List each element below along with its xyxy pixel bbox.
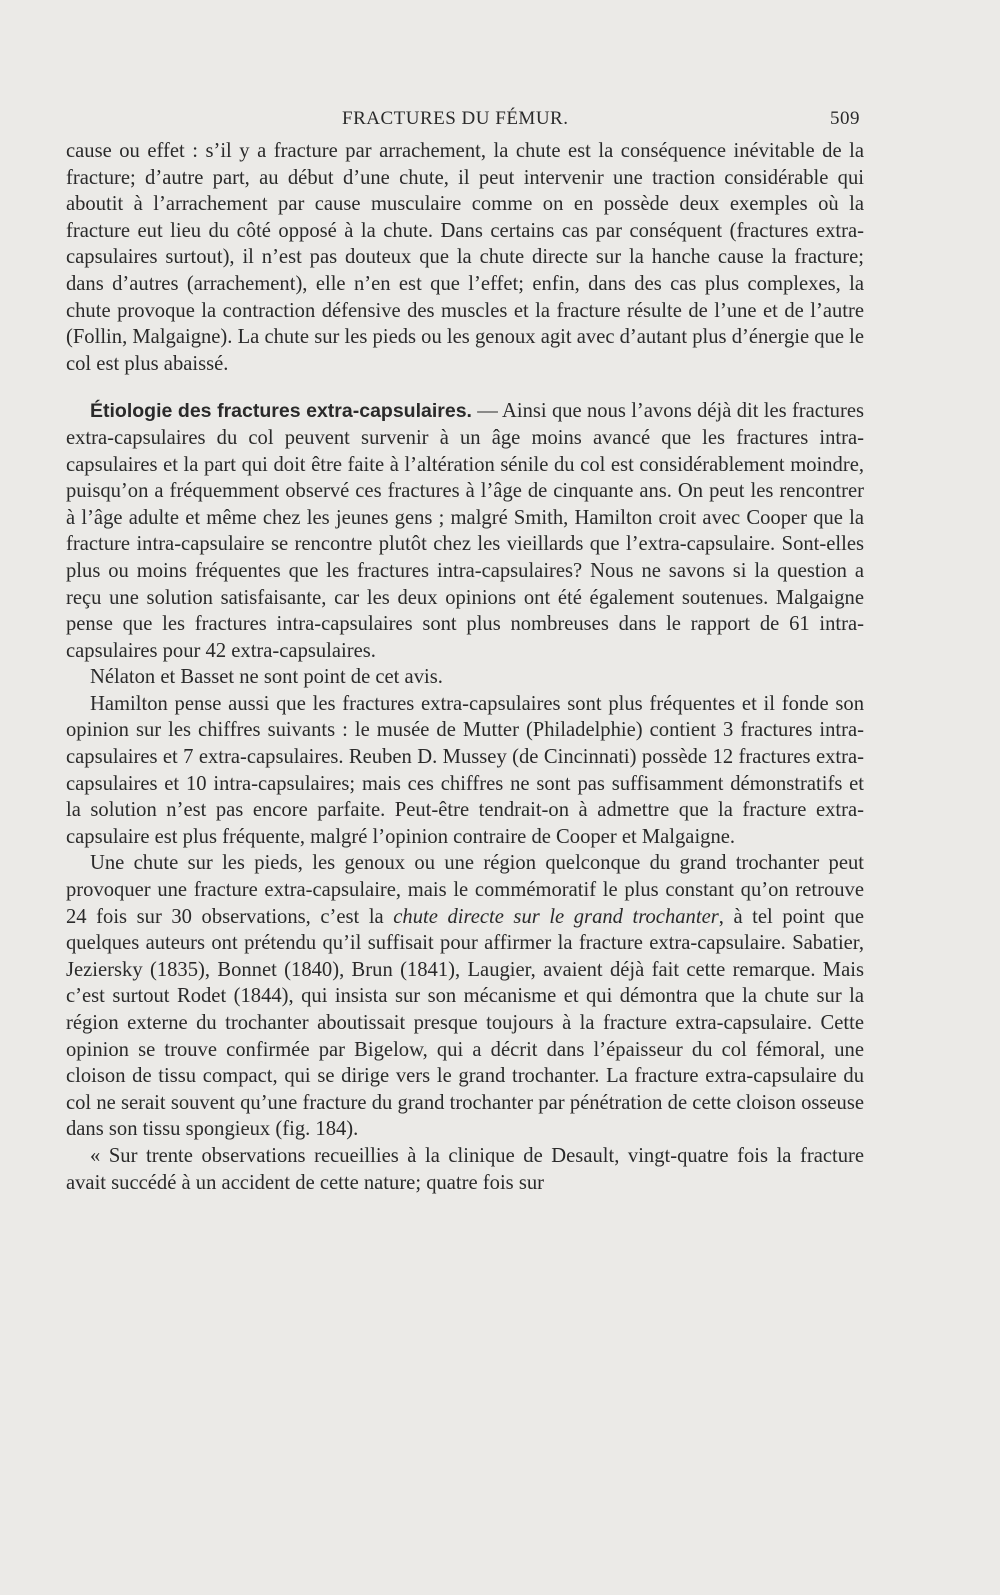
running-title: FRACTURES DU FÉMUR. [342, 108, 569, 129]
paragraph-1: cause ou effet : s’il y a fracture par arrachement, la chute est la conséquence inévitable de la fracture; d’autre part, au début d’une chute, il peut intervenir une traction considérable qui aboutit à l’arrachement par cause musculaire comme on en possède deux exemples où la fracture eut lieu du côté opposé à la chute. Dans certains cas par conséquent (fractures extra-capsulaires surtout), il n’est pas douteux que la chute directe sur la hanche cause la fracture; dans d’autres (arrachement), elle n’en est que l’effet; enfin, dans des cas plus complexes, la chute provoque la contraction défensive des muscles et la fracture résulte de l’une et de l’autre (Follin, Malgaigne). La chute sur les pieds ou les genoux agit avec d’autant plus d’énergie que le col est plus abaissé. [66, 140, 864, 375]
paragraph-5-part-b: , à tel point que quelques auteurs ont prétendu qu’il suffisait pour affirmer la fracture extra-capsulaire. Sabatier, Jeziersky (1835), Bonnet (1840), Brun (1841), Laugier, avaient déjà fait cette remarque. Mais c’est surtout Rodet (1844), qui insista sur son mécanisme et qui démontra que la chute sur la région externe du trochanter aboutissait presque toujours à la fracture extra-capsulaire. Cette opinion se trouve confirmée par Bigelow, qui a décrit dans l’épaisseur du col fémoral, une cloison de tissu compact, qui se dirige vers le grand trochanter. La fracture extra-capsulaire du col ne serait souvent qu’une fracture du grand trochanter par pénétration de cette cloison osseuse dans son tissu spongieux (fig. 184). [66, 905, 864, 1141]
paragraph-2-text: — Ainsi que nous l’avons déjà dit les fractures extra-capsulaires du col peuvent survenir à un âge moins avancé que les fractures intra-capsulaires et la part qui doit être faite à l’altération sénile du col est considérablement moindre, puisqu’on a fréquemment observé ces fractures à l’âge de cinquante ans. On peut les rencontrer à l’âge adulte et même chez les jeunes gens ; malgré Smith, Hamilton croit avec Cooper que la fracture intra-capsulaire se rencontre plutôt chez les vieillards que l’extra-capsulaire. Sont-elles plus ou moins fréquentes que les fractures intra-capsulaires? Nous ne savons si la question a reçu une solution satisfaisante, car les deux opinions ont été également soutenues. Malgaigne pense que les fractures intra-capsulaires sont plus nombreuses dans le rapport de 61 intra-capsulaires pour 42 extra-capsulaires. [66, 400, 864, 662]
paragraph-etiologie [66, 398, 864, 664]
paragraph-5-part-a: Une chute sur les pieds, les genoux ou une région quelconque du grand trochanter peut provoquer une fracture extra-capsulaire, mais le commémoratif le plus constant qu’on retrouve 24 fois sur 30 observations, c’est la [66, 852, 864, 928]
paragraph-6: « Sur trente observations recueillies à la clinique de Desault, vingt-quatre fois la fracture avait succédé à un accident de cette nature; quatre fois sur [66, 1144, 864, 1194]
section-heading: Étiologie des fractures extra-capsulaires. [90, 400, 472, 423]
page-number: 509 [830, 108, 860, 129]
paragraph-5 [66, 850, 864, 1143]
body-text [66, 138, 864, 1196]
paragraph-4: Hamilton pense aussi que les fractures extra-capsulaires sont plus fréquentes et il fonde son opinion sur les chiffres suivants : le musée de Mutter (Philadelphie) contient 3 fractures intra-capsulaires et 7 extra-capsulaires. Reuben D. Mussey (de Cincinnati) possède 12 fractures extra-capsulaires et 10 intra-capsulaires; mais ces chiffres ne sont pas suffisamment démonstratifs et la solution n’est pas encore parfaite. Peut-être tendrait-on à admettre que la fracture extra-capsulaire est plus fréquente, malgré l’opinion contraire de Cooper et Malgaigne. [66, 692, 864, 848]
paragraph-3: Nélaton et Basset ne sont point de cet avis. [90, 666, 443, 689]
paragraph-5-emphasis: chute directe sur le grand trochanter [393, 905, 719, 928]
